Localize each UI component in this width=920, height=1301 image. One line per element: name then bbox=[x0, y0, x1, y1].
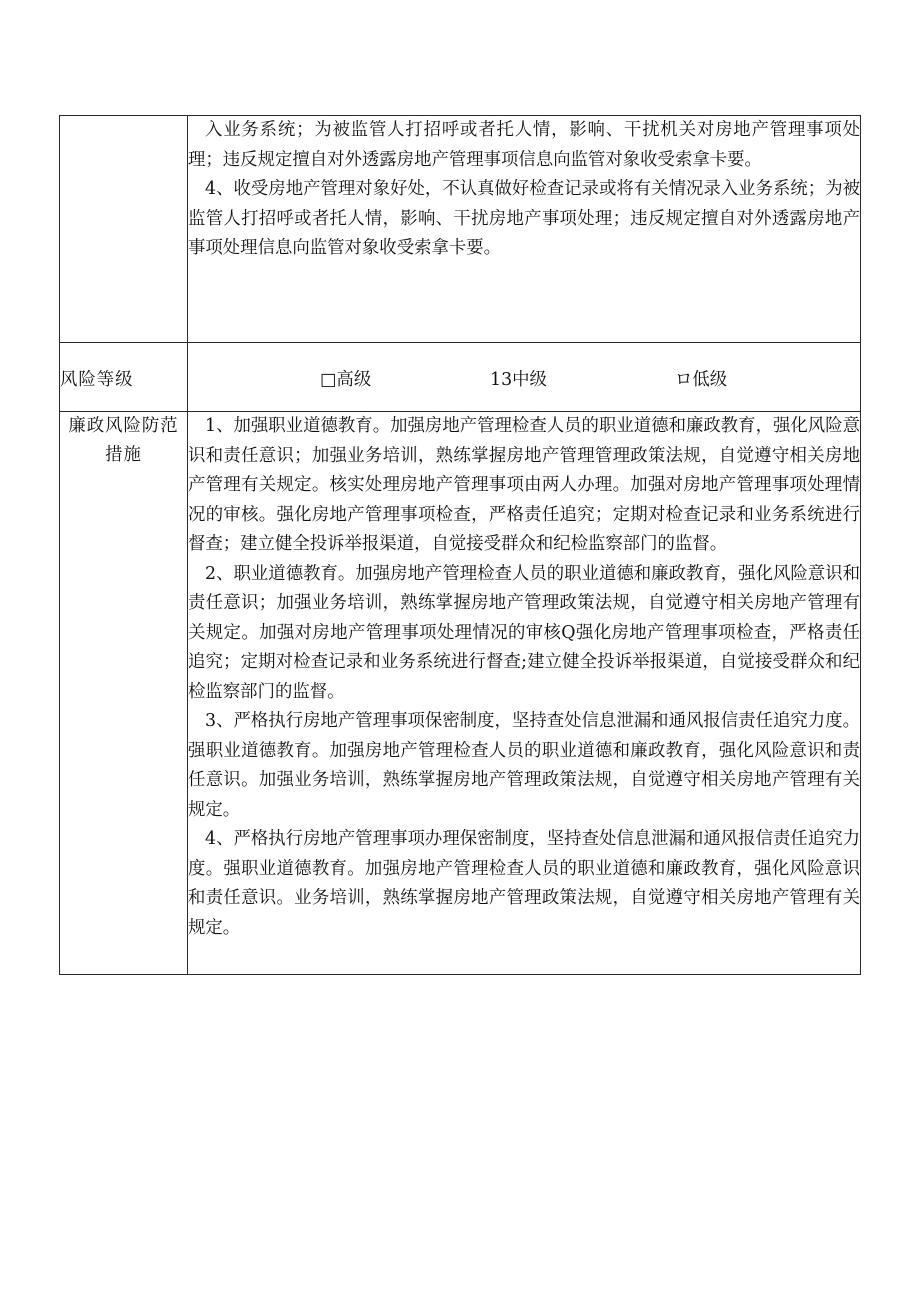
table-row-continued-risks bbox=[60, 116, 861, 343]
risk-description-cell bbox=[188, 116, 861, 343]
measure-paragraph: 4、严格执行房地产管理事项办理保密制度，坚持查处信息泄漏和通风报信责任追究力度。强职业道德教育。加强房地产管理检查人员的职业道德和廉政教育，强化风险意识和责任意识。业务培训，熟练掌握房地产管理政策法规，自觉遵守相关房地产管理有关规定。 bbox=[188, 829, 860, 938]
risk-level-label: 风险等级 bbox=[60, 343, 188, 412]
risk-level-low: ロ低级 bbox=[675, 370, 728, 390]
table-row-prevention-measures bbox=[60, 412, 861, 975]
risk-level-mid: 13中级 bbox=[490, 370, 547, 390]
table-row-risk-level bbox=[60, 343, 861, 412]
empty-label-cell bbox=[60, 116, 188, 343]
risk-level-high: □高级 bbox=[320, 370, 372, 390]
prevention-measures-label: 廉政风险防范措施 bbox=[60, 412, 188, 975]
risk-description-paragraph: 4、收受房地产管理对象好处，不认真做好检查记录或将有关情况录入业务系统；为被监管人打招呼或者托人情，影响、干扰房地产事项处理；违反规定擅自对外透露房地产事项处理信息向监管对象收受索拿卡要。 bbox=[188, 179, 860, 258]
risk-description-paragraph: 入业务系统；为被监管人打招呼或者托人情，影响、干扰机关对房地产管理事项处理；违反规定擅自对外透露房地产管理事项信息向监管对象收受索拿卡要。 bbox=[188, 120, 860, 170]
measure-paragraph: 1、加强职业道德教育。加强房地产管理检查人员的职业道德和廉政教育，强化风险意识和责任意识；加强业务培训，熟练掌握房地产管理管理政策法规，自觉遵守相关房地产管理有关规定。核实处理房地产管理事项由两人办理。加强对房地产管理事项处理情况的审核。强化房地产管理事项检查，严格责任追究；定期对检查记录和业务系统进行督查；建立健全投诉举报渠道，自觉接受群众和纪检监察部门的监督。 bbox=[188, 416, 860, 554]
measure-paragraph: 2、职业道德教育。加强房地产管理检查人员的职业道德和廉政教育，强化风险意识和责任意识；加强业务培训，熟练掌握房地产管理政策法规，自觉遵守相关房地产管理有关规定。加强对房地产管理事项处理情况的审核Q强化房地产管理事项检查，严格责任追究；定期对检查记录和业务系统进行督查;建立健全投诉举报渠道，自觉接受群众和纪检监察部门的监督。 bbox=[188, 563, 860, 702]
prevention-measures-cell bbox=[188, 412, 861, 975]
measure-paragraph: 3、严格执行房地产管理事项保密制度，坚持查处信息泄漏和通风报信责任追究力度。强职业道德教育。加强房地产管理检查人员的职业道德和廉政教育，强化风险意识和责任意识。加强业务培训，熟练掌握房地产管理政策法规，自觉遵守相关房地产管理有关规定。 bbox=[188, 711, 860, 820]
risk-table bbox=[59, 115, 861, 975]
risk-level-options-cell bbox=[188, 343, 861, 412]
